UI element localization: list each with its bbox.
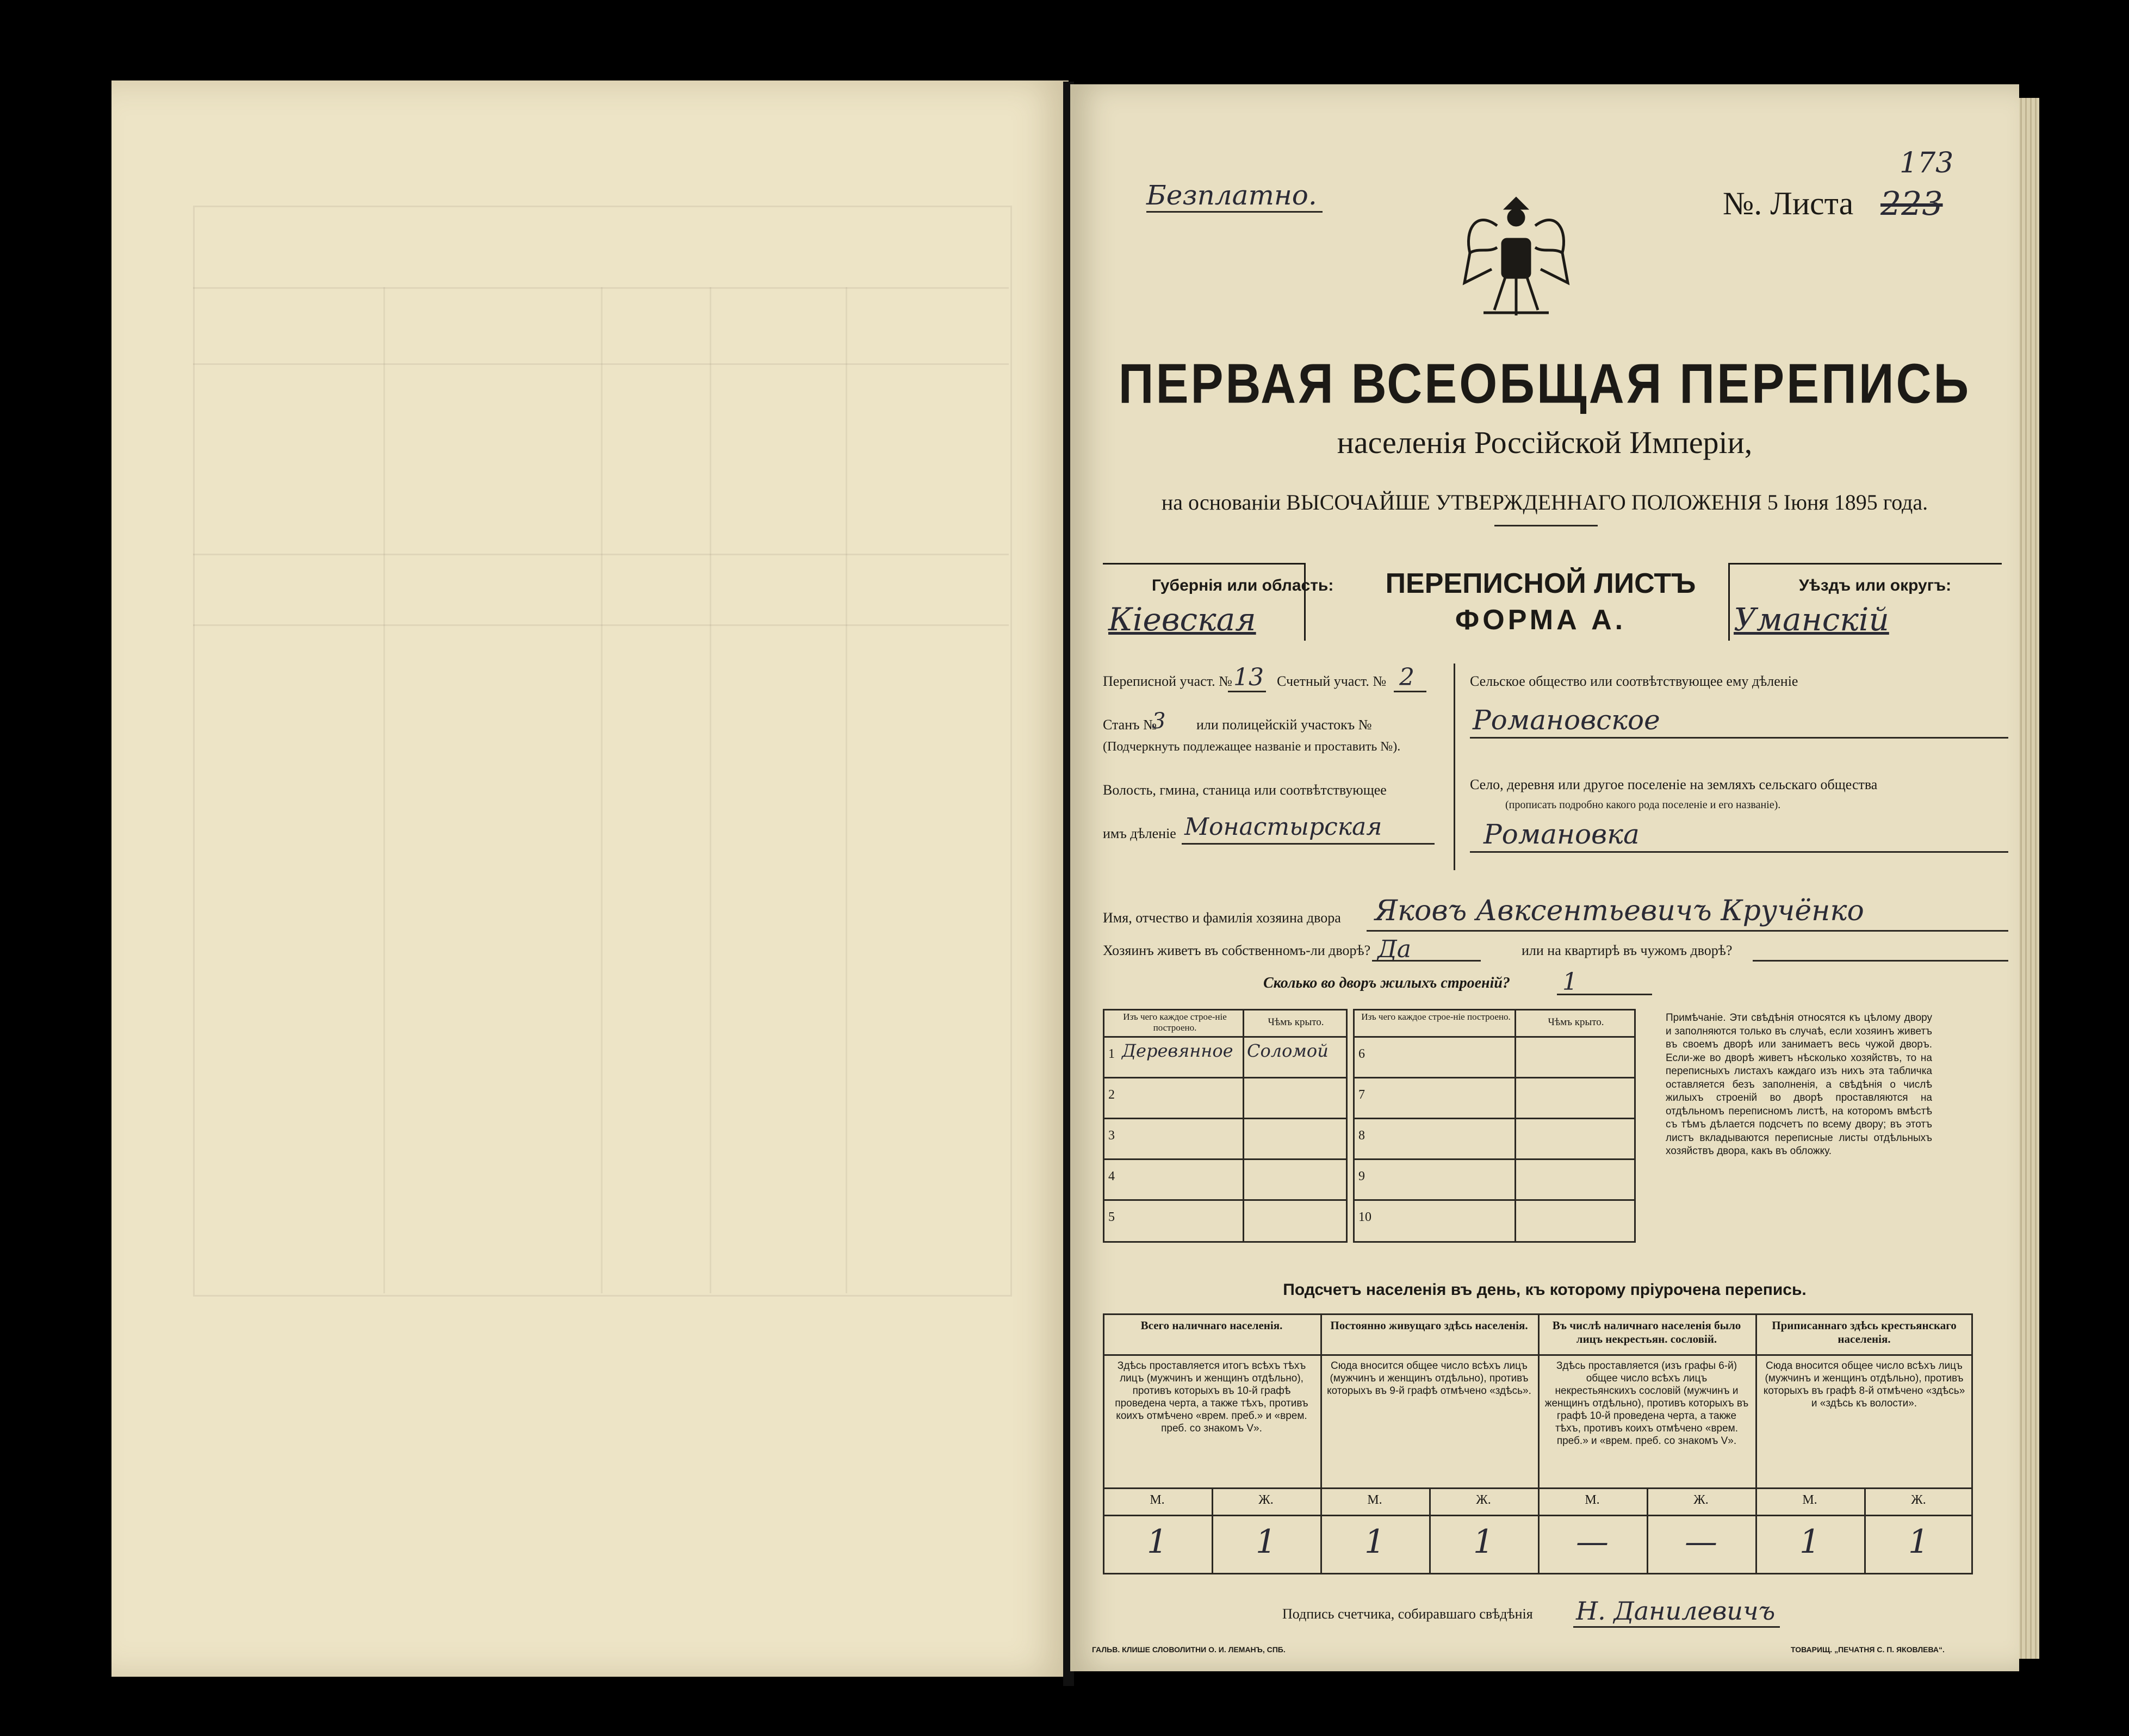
form-name: ФОРМА А. — [1455, 604, 1627, 636]
female-count: 1 — [1255, 1523, 1277, 1561]
male-label: М. — [1585, 1493, 1600, 1507]
signature-label: Подпись счетчика, собиравшаго свѣдѣнія — [1282, 1606, 1533, 1622]
female-label: Ж. — [1693, 1493, 1709, 1507]
own-yard-label: Хозяинъ живетъ въ собственномъ-ли дворѣ? — [1103, 943, 1371, 958]
fill-line — [1470, 737, 2008, 739]
fill-line — [1182, 843, 1435, 845]
buildings-value: 1 — [1562, 968, 1578, 996]
female-label: Ж. — [1911, 1493, 1926, 1507]
building-row — [1103, 1199, 1348, 1242]
printer-right: ТОВАРИЩ. „ПЕЧАТНЯ С. П. ЯКОВЛЕВА“. — [1791, 1645, 1945, 1654]
count-group-desc: Сюда вносится общее число всѣхъ лицъ (мужчинъ и женщинъ отдѣльно), противъ которыхъ въ графѣ 8-й отмѣчено «здѣсь» и «здѣсь къ волости». — [1763, 1360, 1965, 1409]
building-row-number: 9 — [1358, 1169, 1365, 1183]
building-row — [1353, 1036, 1636, 1077]
table-rule — [1755, 1354, 1973, 1356]
stan-value: 3 — [1152, 709, 1166, 734]
column-divider — [1454, 664, 1455, 870]
count-table-title: Подсчетъ населенія въ день, къ которому пріурочена перепись. — [1283, 1281, 1807, 1299]
village-label: Село, деревня или другое поселеніе на земляхъ сельскаго общества — [1470, 777, 1878, 792]
volost-label: Волость, гмина, станица или соотвѣтствующее — [1103, 782, 1387, 798]
count-group-head: Всего наличнаго населенія. — [1140, 1319, 1283, 1332]
volost-value: Монастырская — [1184, 813, 1382, 841]
count-group-head: Въ числѣ наличнаго населенія было лицъ некрестьян. сословій. — [1552, 1319, 1741, 1346]
imperial-eagle-emblem — [1459, 188, 1573, 329]
count-group-head: Приписаннаго здѣсь крестьянскаго населенія. — [1772, 1319, 1957, 1346]
buildings-label: Сколько во дворъ жилыхъ строеній? — [1263, 975, 1510, 991]
count-group-head: Постоянно живущаго здѣсь населенія. — [1330, 1319, 1528, 1332]
male-count: 1 — [1799, 1523, 1821, 1561]
female-count: — — [1685, 1523, 1717, 1561]
schetny-uchast-value: 2 — [1399, 664, 1414, 691]
perepisnoy-uchast-label: Переписной участ. № — [1103, 673, 1232, 689]
building-row-number: 1 — [1108, 1047, 1115, 1061]
col-roof-header-2: Чѣмъ крыто. — [1548, 1016, 1604, 1028]
bleed-through-line — [846, 287, 847, 1293]
page-title: ПЕРВАЯ ВСЕОБЩАЯ ПЕРЕПИСЬ — [1118, 352, 1971, 416]
village-value: Романовка — [1484, 819, 1640, 850]
table-rule — [1320, 1354, 1538, 1356]
signature-value: Н. Данилевичъ — [1576, 1596, 1776, 1626]
owner-label: Имя, отчество и фамилія хозяина двора — [1103, 910, 1341, 926]
building-row — [1103, 1158, 1348, 1201]
building-row-number: 8 — [1358, 1129, 1365, 1143]
male-count: 1 — [1364, 1523, 1386, 1561]
sheet-number-value: 223 — [1880, 185, 1943, 223]
table-rule — [1103, 1354, 1320, 1356]
building-row-number: 2 — [1108, 1088, 1115, 1102]
female-label: Ж. — [1258, 1493, 1274, 1507]
female-count: 1 — [1908, 1523, 1929, 1561]
fill-line — [1573, 1626, 1780, 1628]
building-row — [1353, 1118, 1636, 1160]
building-row-number: 4 — [1108, 1169, 1115, 1183]
underline-note: (Подчеркнуть подлежащее названіе и проставить №). — [1103, 740, 1401, 754]
stan-label: Станъ № — [1103, 717, 1157, 733]
table-rule — [1103, 1515, 1320, 1516]
guberniya-label: Губернія или область: — [1152, 576, 1334, 594]
building-row-number: 3 — [1108, 1129, 1115, 1143]
building-row-number: 6 — [1358, 1047, 1365, 1061]
table-rule — [1320, 1515, 1538, 1516]
col-material-header: Изъ чего каждое строе-ніе построено. — [1123, 1012, 1227, 1033]
building-row-number: 7 — [1358, 1088, 1365, 1102]
fill-line — [1394, 691, 1426, 692]
legal-basis: на основаніи ВЫСОЧАЙШЕ УТВЕРЖДЕННАГО ПОЛОЖЕНІЯ 5 Іюня 1895 года. — [1161, 490, 1928, 514]
fill-line — [1753, 960, 2008, 962]
bleed-through-line — [601, 287, 603, 1293]
volost-label-2: имъ дѣленіе — [1103, 826, 1176, 841]
building-row — [1353, 1158, 1636, 1201]
female-count: 1 — [1473, 1523, 1494, 1561]
building-row — [1353, 1199, 1636, 1242]
society-value: Романовское — [1473, 704, 1660, 736]
fill-line — [1372, 960, 1481, 962]
bleed-through-grid — [193, 206, 1012, 1297]
male-label: М. — [1802, 1493, 1817, 1507]
perepisnoy-uchast-value: 13 — [1233, 664, 1264, 691]
bleed-through-line — [710, 287, 711, 1293]
building-material: Деревянное — [1122, 1040, 1233, 1061]
police-label: или полицейскій участокъ № — [1196, 717, 1372, 733]
male-label: М. — [1367, 1493, 1382, 1507]
society-label: Сельское общество или соотвѣтствующее ему дѣленіе — [1470, 673, 1798, 689]
other-yard-label: или на квартирѣ въ чужомъ дворѣ? — [1522, 943, 1733, 958]
own-yard-value: Да — [1377, 935, 1412, 963]
fill-line — [1470, 851, 2008, 853]
sheet-number-label: №. Листа — [1723, 185, 1854, 221]
col-roof-header: Чѣмъ крыто. — [1268, 1016, 1324, 1028]
ornament-divider — [1494, 525, 1598, 526]
left-page-blank — [111, 80, 1069, 1677]
count-group-desc: Здѣсь проставляется (изъ графы 6-й) общее число всѣхъ лицъ некрестьянскихъ сословій (мужчинъ и женщинъ отдѣльно), противъ которыхъ въ графѣ 10-й проведена черта, а также тѣхъ, противъ коихъ отмѣчено «врем. преб.» и «врем. преб. со знакомъ V». — [1544, 1360, 1749, 1447]
printer-left: ГАЛЬВ. КЛИШЕ СЛОВОЛИТНИ О. И. ЛЕМАНЪ, СПБ. — [1092, 1645, 1286, 1654]
female-label: Ж. — [1476, 1493, 1491, 1507]
count-group-desc: Сюда вносится общее число всѣхъ лицъ (мужчинъ и женщинъ отдѣльно), противъ которыхъ въ 9-й графѣ отмѣчено «здѣсь». — [1327, 1360, 1531, 1397]
building-row-number: 10 — [1358, 1210, 1371, 1224]
building-roof: Соломой — [1247, 1040, 1329, 1061]
fill-line — [1557, 994, 1652, 995]
fill-line — [1228, 691, 1266, 692]
archive-page-number: 173 — [1900, 147, 1954, 179]
buildings-note: Примѣчаніе. Эти свѣдѣнія относятся къ цѣлому двору и заполняются только въ случаѣ, если хозяинъ живетъ въ своемъ дворѣ или занимаетъ весь чужой дворъ. Если-же во дворѣ живетъ нѣсколько хозяйствъ, то на переписныхъ листахъ каждаго изъ нихъ эта табличка оставляется безъ заполненія, а свѣдѣнія о числѣ жилыхъ строеній во дворѣ проставляются на отдѣльномъ переписномъ листѣ, на которомъ вмѣстѣ съ тѣмъ дѣлается подсчетъ по всему двору; въ этотъ листъ вкладываются переписные листы отдѣльныхъ хозяйствъ двора, какъ въ обложку. — [1666, 1012, 1932, 1157]
building-row — [1103, 1118, 1348, 1160]
uezd-label: Уѣздъ или округъ: — [1799, 576, 1952, 594]
bleed-through-line — [383, 287, 385, 1293]
male-count: 1 — [1146, 1523, 1168, 1561]
building-row-number: 5 — [1108, 1210, 1115, 1224]
guberniya-value: Кіевская — [1108, 601, 1256, 638]
page-subtitle: населенія Россійской Имперіи, — [1337, 425, 1753, 460]
building-row — [1103, 1077, 1348, 1119]
col-material-header-2: Изъ чего каждое строе-ніе построено. — [1361, 1012, 1511, 1022]
village-note: (прописать подробно какого рода поселеніе и его названіе). — [1505, 799, 1781, 811]
fill-line — [1367, 930, 2008, 932]
sheet-title: ПЕРЕПИСНОЙ ЛИСТЪ — [1385, 568, 1696, 599]
male-label: М. — [1150, 1493, 1165, 1507]
owner-value: Яковъ Авксентьевичъ Кручёнко — [1375, 895, 1864, 927]
building-row — [1353, 1077, 1636, 1119]
table-rule — [1538, 1515, 1755, 1516]
count-group-desc: Здѣсь проставляется итогъ всѣхъ тѣхъ лицъ (мужчинъ и женщинъ отдѣльно), противъ которыхъ въ 10-й графѣ проведена черта, а также тѣхъ, противъ коихъ отмѣчено «врем. преб.» и «врем. преб. со знакомъ V». — [1115, 1360, 1308, 1434]
schetny-uchast-label: Счетный участ. № — [1277, 673, 1387, 689]
census-form-page — [1070, 84, 2019, 1671]
table-rule — [1755, 1515, 1973, 1516]
table-rule — [1538, 1354, 1755, 1356]
uezd-value: Уманскій — [1734, 601, 1889, 638]
free-label: Безплатно. — [1146, 179, 1323, 213]
male-count: — — [1576, 1523, 1609, 1561]
